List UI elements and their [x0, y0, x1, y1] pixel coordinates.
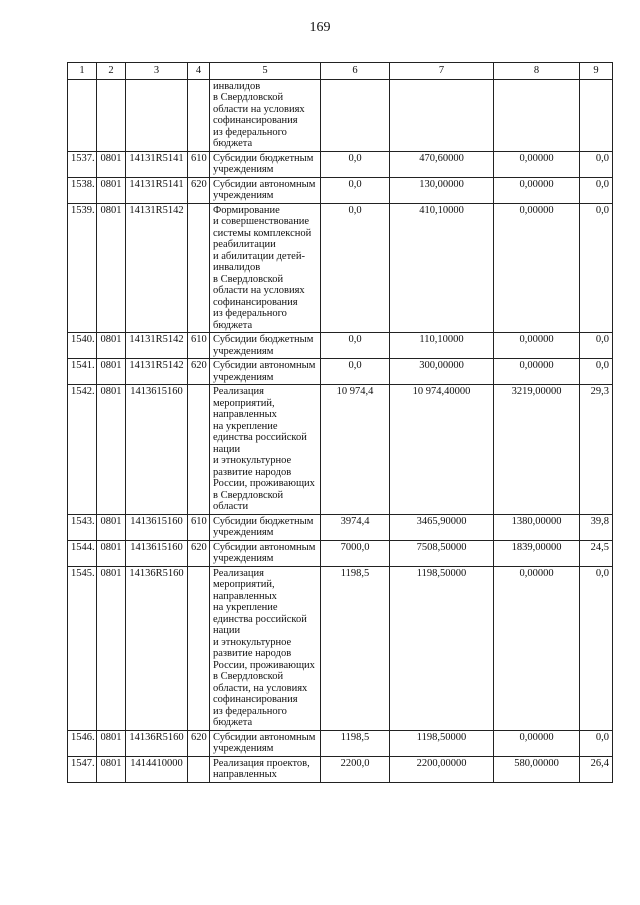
row-number-cell: 1539.	[68, 203, 97, 333]
section-code-cell: 0801	[97, 730, 126, 756]
execution-percent-cell	[580, 79, 613, 151]
item-name-cell: Субсидии бюджетным учреждениям	[210, 151, 321, 177]
target-article-cell: 14131R5142	[126, 359, 188, 385]
row-number-cell: 1540.	[68, 333, 97, 359]
execution-percent-cell: 24,5	[580, 540, 613, 566]
approved-amount-cell: 2200,0	[321, 756, 390, 782]
table-row	[68, 333, 613, 359]
approved-amount-cell: 7000,0	[321, 540, 390, 566]
target-article-cell: 14136R5160	[126, 730, 188, 756]
table-header	[68, 63, 613, 80]
row-number-cell: 1538.	[68, 177, 97, 203]
table-row	[68, 756, 613, 782]
item-name-cell: Субсидии автономным учреждениям	[210, 730, 321, 756]
col-header-1: 1	[68, 63, 97, 80]
approved-amount-cell: 0,0	[321, 359, 390, 385]
table-row	[68, 540, 613, 566]
target-article-cell: 1413615160	[126, 540, 188, 566]
row-number-cell: 1543.	[68, 514, 97, 540]
target-article-cell: 14131R5142	[126, 333, 188, 359]
row-number-cell: 1545.	[68, 566, 97, 730]
approved-amount-cell: 10 974,4	[321, 385, 390, 515]
approved-amount-cell: 3974,4	[321, 514, 390, 540]
expense-type-cell	[188, 79, 210, 151]
approved-amount-cell	[321, 79, 390, 151]
row-number-cell: 1547.	[68, 756, 97, 782]
section-code-cell: 0801	[97, 514, 126, 540]
approved-amount-cell: 1198,5	[321, 566, 390, 730]
table-row	[68, 203, 613, 333]
refined-amount-cell: 470,60000	[390, 151, 494, 177]
execution-percent-cell: 0,0	[580, 566, 613, 730]
col-header-7: 7	[390, 63, 494, 80]
expense-type-cell: 610	[188, 333, 210, 359]
section-code-cell: 0801	[97, 151, 126, 177]
table-row	[68, 730, 613, 756]
execution-percent-cell: 29,3	[580, 385, 613, 515]
col-header-4: 4	[188, 63, 210, 80]
refined-amount-cell: 130,00000	[390, 177, 494, 203]
target-article-cell: 1414410000	[126, 756, 188, 782]
executed-amount-cell: 0,00000	[494, 359, 580, 385]
table-row	[68, 566, 613, 730]
expense-type-cell	[188, 385, 210, 515]
executed-amount-cell: 1380,00000	[494, 514, 580, 540]
execution-percent-cell: 0,0	[580, 333, 613, 359]
refined-amount-cell: 1198,50000	[390, 730, 494, 756]
executed-amount-cell: 0,00000	[494, 566, 580, 730]
refined-amount-cell: 2200,00000	[390, 756, 494, 782]
col-header-3: 3	[126, 63, 188, 80]
refined-amount-cell: 10 974,40000	[390, 385, 494, 515]
table-body	[68, 79, 613, 782]
executed-amount-cell: 580,00000	[494, 756, 580, 782]
executed-amount-cell: 0,00000	[494, 333, 580, 359]
executed-amount-cell: 3219,00000	[494, 385, 580, 515]
row-number-cell	[68, 79, 97, 151]
item-name-cell: Реализация мероприятий, направленных на укрепление единства российской нации и этнокультурное развитие народов России, проживающих в Свердловской области, на условиях софинансирования из федерального бюджета	[210, 566, 321, 730]
section-code-cell: 0801	[97, 177, 126, 203]
table-row	[68, 79, 613, 151]
section-code-cell: 0801	[97, 540, 126, 566]
item-name-cell: инвалидов в Свердловской области на условиях софинансирования из федерального бюджета	[210, 79, 321, 151]
executed-amount-cell: 0,00000	[494, 177, 580, 203]
row-number-cell: 1546.	[68, 730, 97, 756]
section-code-cell: 0801	[97, 385, 126, 515]
refined-amount-cell: 410,10000	[390, 203, 494, 333]
section-code-cell	[97, 79, 126, 151]
row-number-cell: 1542.	[68, 385, 97, 515]
target-article-cell: 14131R5141	[126, 177, 188, 203]
approved-amount-cell: 0,0	[321, 177, 390, 203]
approved-amount-cell: 0,0	[321, 333, 390, 359]
target-article-cell: 1413615160	[126, 514, 188, 540]
target-article-cell: 1413615160	[126, 385, 188, 515]
approved-amount-cell: 0,0	[321, 151, 390, 177]
expense-type-cell: 620	[188, 359, 210, 385]
col-header-9: 9	[580, 63, 613, 80]
item-name-cell: Субсидии автономным учреждениям	[210, 177, 321, 203]
expense-type-cell: 620	[188, 177, 210, 203]
table-row	[68, 151, 613, 177]
refined-amount-cell: 300,00000	[390, 359, 494, 385]
table-row	[68, 514, 613, 540]
executed-amount-cell: 1839,00000	[494, 540, 580, 566]
item-name-cell: Реализация мероприятий, направленных на укрепление единства российской нации и этнокультурное развитие народов России, проживающих в Свердловской области	[210, 385, 321, 515]
expense-type-cell: 620	[188, 540, 210, 566]
item-name-cell: Формирование и совершенствование системы комплексной реабилитации и абилитации детей- инвалидов в Свердловской области на условиях софинансирования из федерального бюджета	[210, 203, 321, 333]
expense-type-cell	[188, 566, 210, 730]
refined-amount-cell: 1198,50000	[390, 566, 494, 730]
execution-percent-cell: 0,0	[580, 177, 613, 203]
table-row	[68, 359, 613, 385]
executed-amount-cell: 0,00000	[494, 203, 580, 333]
budget-table	[67, 62, 613, 783]
executed-amount-cell: 0,00000	[494, 151, 580, 177]
section-code-cell: 0801	[97, 566, 126, 730]
target-article-cell	[126, 79, 188, 151]
section-code-cell: 0801	[97, 756, 126, 782]
item-name-cell: Субсидии автономным учреждениям	[210, 359, 321, 385]
header-row	[68, 63, 613, 80]
execution-percent-cell: 0,0	[580, 203, 613, 333]
approved-amount-cell: 1198,5	[321, 730, 390, 756]
refined-amount-cell: 7508,50000	[390, 540, 494, 566]
item-name-cell: Субсидии бюджетным учреждениям	[210, 514, 321, 540]
executed-amount-cell: 0,00000	[494, 730, 580, 756]
col-header-6: 6	[321, 63, 390, 80]
section-code-cell: 0801	[97, 333, 126, 359]
col-header-5: 5	[210, 63, 321, 80]
executed-amount-cell	[494, 79, 580, 151]
expense-type-cell: 620	[188, 730, 210, 756]
execution-percent-cell: 39,8	[580, 514, 613, 540]
table-row	[68, 177, 613, 203]
expense-type-cell: 610	[188, 151, 210, 177]
item-name-cell: Субсидии автономным учреждениям	[210, 540, 321, 566]
row-number-cell: 1544.	[68, 540, 97, 566]
item-name-cell: Реализация проектов, направленных	[210, 756, 321, 782]
col-header-2: 2	[97, 63, 126, 80]
refined-amount-cell: 3465,90000	[390, 514, 494, 540]
execution-percent-cell: 26,4	[580, 756, 613, 782]
execution-percent-cell: 0,0	[580, 730, 613, 756]
col-header-8: 8	[494, 63, 580, 80]
approved-amount-cell: 0,0	[321, 203, 390, 333]
row-number-cell: 1541.	[68, 359, 97, 385]
target-article-cell: 14136R5160	[126, 566, 188, 730]
target-article-cell: 14131R5141	[126, 151, 188, 177]
target-article-cell: 14131R5142	[126, 203, 188, 333]
item-name-cell: Субсидии бюджетным учреждениям	[210, 333, 321, 359]
expense-type-cell: 610	[188, 514, 210, 540]
section-code-cell: 0801	[97, 203, 126, 333]
table-row	[68, 385, 613, 515]
execution-percent-cell: 0,0	[580, 151, 613, 177]
execution-percent-cell: 0,0	[580, 359, 613, 385]
row-number-cell: 1537.	[68, 151, 97, 177]
expense-type-cell	[188, 756, 210, 782]
expense-type-cell	[188, 203, 210, 333]
page-number: 169	[309, 20, 331, 35]
refined-amount-cell: 110,10000	[390, 333, 494, 359]
refined-amount-cell	[390, 79, 494, 151]
section-code-cell: 0801	[97, 359, 126, 385]
